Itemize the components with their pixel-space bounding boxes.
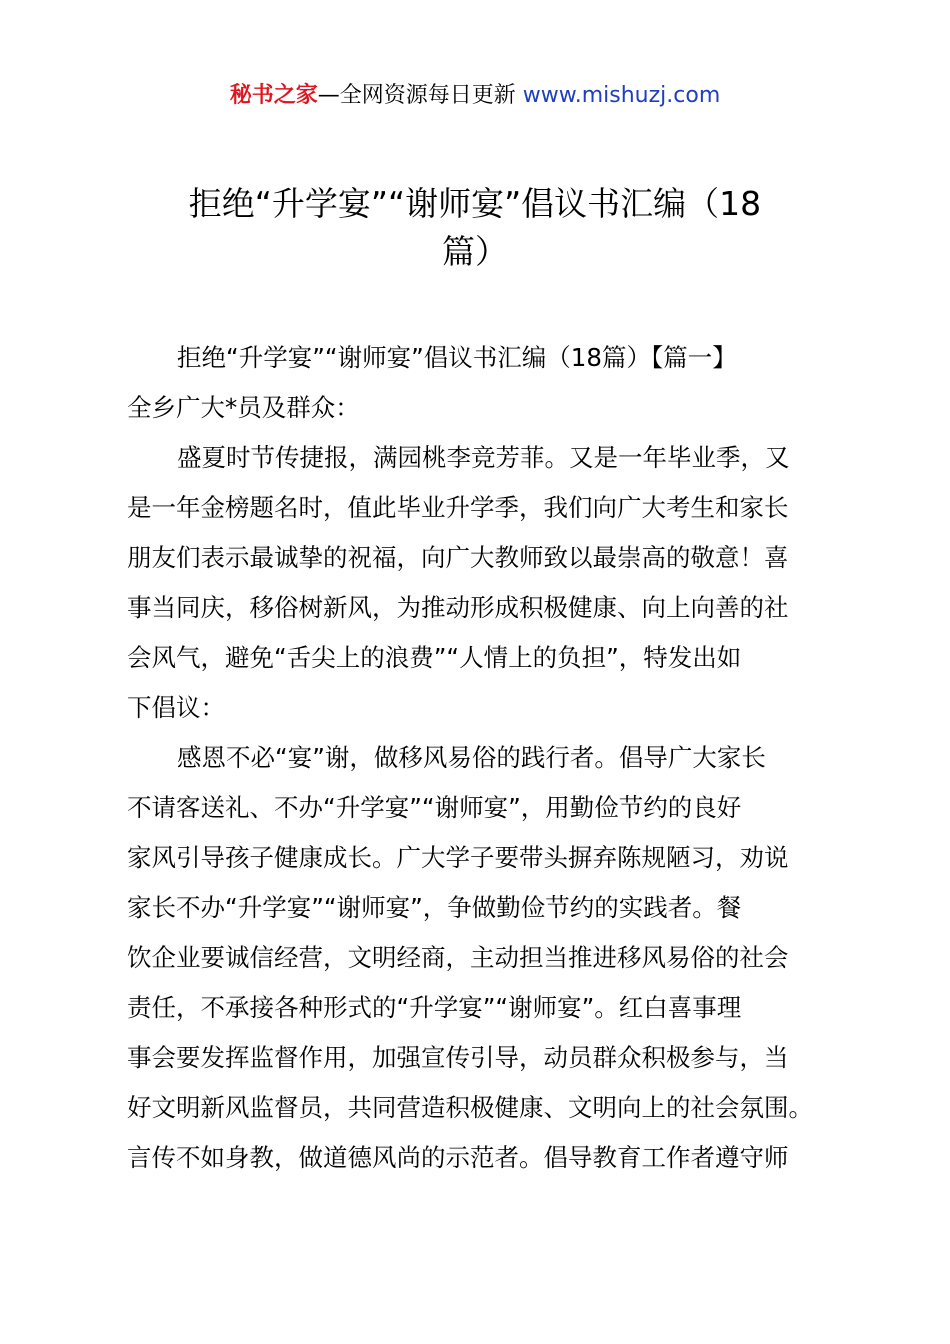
body-line: 感恩不必“宴”谢，做移风易俗的践行者。倡导广大家长 (177, 743, 766, 772)
body-line: 家风引导孩子健康成长。广大学子要带头摒弃陈规陋习，劝说 (127, 843, 789, 872)
site-url[interactable]: www.mishuzj.com (522, 83, 721, 108)
body-line: 饮企业要诚信经营，文明经商，主动担当推进移风易俗的社会 (127, 943, 789, 972)
body-line: 事会要发挥监督作用，加强宣传引导，动员群众积极参与，当 (127, 1043, 789, 1072)
document-title (130, 180, 820, 276)
body-line: 事当同庆，移俗树新风，为推动形成积极健康、向上向善的社 (127, 593, 789, 622)
body-line: 会风气，避免“舌尖上的浪费”“人情上的负担”，特发出如 (127, 643, 742, 672)
brand-name: 秘书之家 (229, 83, 318, 108)
body-line: 家长不办“升学宴”“谢师宴”，争做勤俭节约的实践者。餐 (127, 893, 742, 922)
document-body (127, 333, 835, 1183)
title-line-1: 拒绝“升学宴”“谢师宴”倡议书汇编（18 (188, 184, 762, 223)
section-heading: 拒绝“升学宴”“谢师宴”倡议书汇编（18篇）【篇一】 (177, 343, 737, 372)
body-line: 不请客送礼、不办“升学宴”“谢师宴”，用勤俭节约的良好 (127, 793, 742, 822)
salutation: 全乡广大*员及群众： (127, 393, 360, 422)
body-line: 是一年金榜题名时，值此毕业升学季，我们向广大考生和家长 (127, 493, 789, 522)
body-line: 下倡议： (127, 693, 225, 722)
body-line: 责任，不承接各种形式的“升学宴”“谢师宴”。红白喜事理 (127, 993, 742, 1022)
body-line: 好文明新风监督员，共同营造积极健康、文明向上的社会氛围。 (127, 1093, 813, 1122)
body-line: 言传不如身教，做道德风尚的示范者。倡导教育工作者遵守师 (127, 1143, 789, 1172)
header-tagline: —全网资源每日更新 (317, 83, 523, 108)
body-line: 盛夏时节传捷报，满园桃李竞芳菲。又是一年毕业季，又 (177, 443, 790, 472)
body-line: 朋友们表示最诚挚的祝福，向广大教师致以最崇高的敬意！喜 (127, 543, 789, 572)
site-header (0, 80, 950, 112)
title-line-2: 篇） (442, 232, 508, 271)
